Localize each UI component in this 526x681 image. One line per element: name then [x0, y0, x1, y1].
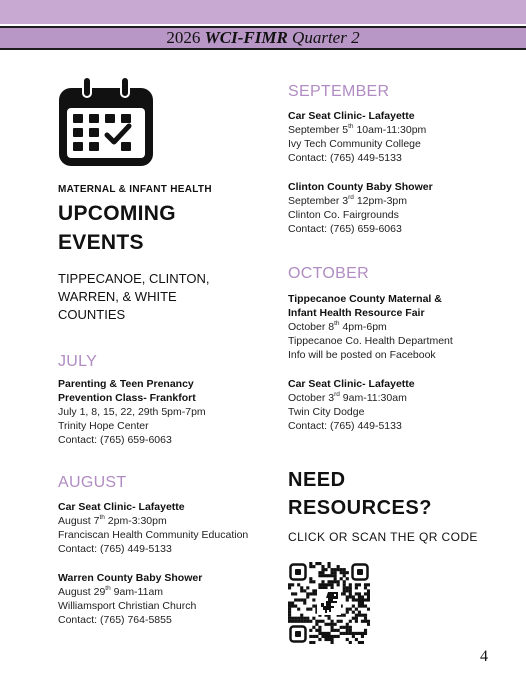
qr-module	[367, 589, 370, 592]
qr-module	[334, 577, 337, 580]
qr-module	[331, 629, 334, 632]
qr-module	[294, 605, 297, 608]
event-title: Car Seat Clinic- Lafayette	[58, 501, 185, 513]
dinosaur-icon	[317, 589, 341, 615]
event-note: Info will be posted on Facebook	[288, 349, 436, 361]
qr-module	[358, 611, 361, 614]
event-location: Twin City Dodge	[288, 406, 365, 418]
qr-module	[327, 562, 330, 565]
qr-module	[306, 620, 309, 623]
qr-module	[346, 623, 349, 626]
qr-module	[337, 620, 340, 623]
qr-module	[327, 635, 330, 638]
qr-module	[346, 598, 349, 601]
qr-module	[315, 562, 318, 565]
event-title: Car Seat Clinic- Lafayette	[288, 378, 415, 390]
qr-module	[327, 617, 330, 620]
qr-module	[352, 617, 355, 620]
event-contact: Contact: (765) 449-5133	[288, 420, 402, 432]
qr-module	[288, 617, 291, 620]
event-title: Warren County Baby Shower	[58, 572, 203, 584]
qr-module	[361, 641, 364, 644]
qr-module	[318, 574, 321, 577]
qr-module	[303, 617, 306, 620]
qr-module	[327, 574, 330, 577]
qr-module	[343, 574, 346, 577]
qr-module	[331, 574, 334, 577]
qr-module	[343, 626, 346, 629]
qr-module	[324, 638, 327, 641]
intro-kicker: MATERNAL & INFANT HEALTH	[58, 184, 212, 195]
qr-module	[309, 629, 312, 632]
qr-module	[331, 580, 334, 583]
counties-line-1: TIPPECANOE, CLINTON,	[58, 271, 210, 286]
qr-module	[297, 583, 300, 586]
qr-module	[318, 620, 321, 623]
qr-module	[324, 635, 327, 638]
counties-line-3: COUNTIES	[58, 307, 126, 322]
qr-module	[334, 623, 337, 626]
qr-module	[346, 626, 349, 629]
qr-module	[364, 586, 367, 589]
qr-module	[318, 586, 321, 589]
qr-module	[349, 592, 352, 595]
qr-module	[318, 629, 321, 632]
qr-module	[294, 617, 297, 620]
qr-module	[331, 571, 334, 574]
qr-module	[294, 598, 297, 601]
qr-module	[331, 635, 334, 638]
qr-module	[337, 629, 340, 632]
qr-module	[361, 614, 364, 617]
qr-module	[318, 562, 321, 565]
qr-module	[300, 598, 303, 601]
counties-list	[58, 270, 209, 324]
qr-module	[309, 635, 312, 638]
qr-module	[352, 598, 355, 601]
page-number: 4	[480, 648, 488, 665]
qr-module	[297, 608, 300, 611]
qr-module	[367, 583, 370, 586]
qr-module	[318, 638, 321, 641]
qr-module	[349, 595, 352, 598]
qr-module	[364, 583, 367, 586]
qr-module	[288, 608, 291, 611]
qr-module	[358, 632, 361, 635]
qr-module	[288, 620, 291, 623]
qr-module	[321, 568, 324, 571]
qr-module	[364, 598, 367, 601]
qr-module	[315, 635, 318, 638]
qr-module	[288, 583, 291, 586]
qr-module	[367, 592, 370, 595]
qr-module	[358, 595, 361, 598]
qr-module	[327, 638, 330, 641]
event-october-1	[288, 292, 453, 362]
qr-module	[321, 635, 324, 638]
qr-module	[337, 565, 340, 568]
qr-module	[340, 620, 343, 623]
qr-module	[340, 571, 343, 574]
event-date: September 3rd 12pm-3pm	[288, 193, 408, 207]
qr-module	[309, 577, 312, 580]
event-august-1	[58, 500, 248, 556]
qr-module	[321, 565, 324, 568]
header-banner	[0, 26, 526, 50]
qr-module	[349, 632, 352, 635]
qr-module	[346, 586, 349, 589]
qr-module	[349, 608, 352, 611]
qr-module	[358, 601, 361, 604]
qr-module	[340, 626, 343, 629]
qr-module	[324, 568, 327, 571]
qr-module	[343, 589, 346, 592]
event-title: Clinton County Baby Shower	[288, 181, 433, 193]
qr-module	[306, 586, 309, 589]
qr-module	[358, 598, 361, 601]
qr-module	[355, 586, 358, 589]
qr-module	[324, 574, 327, 577]
event-date: October 8th 4pm-6pm	[288, 319, 387, 333]
header-program: WCI-FIMR	[204, 28, 288, 47]
qr-module	[349, 620, 352, 623]
qr-module	[294, 620, 297, 623]
qr-module	[291, 620, 294, 623]
qr-module	[352, 605, 355, 608]
qr-module	[321, 586, 324, 589]
resources-line-1: NEED	[288, 469, 346, 491]
qr-module	[321, 583, 324, 586]
qr-module	[367, 598, 370, 601]
qr-module	[346, 595, 349, 598]
qr-module	[312, 641, 315, 644]
event-location: Williamsport Christian Church	[58, 600, 197, 612]
qr-module	[355, 614, 358, 617]
qr-module	[309, 620, 312, 623]
qr-module	[346, 608, 349, 611]
qr-module	[312, 626, 315, 629]
qr-module	[352, 635, 355, 638]
qr-module	[300, 589, 303, 592]
top-band	[0, 0, 526, 24]
qr-module	[288, 614, 291, 617]
qr-module	[309, 608, 312, 611]
qr-module	[349, 586, 352, 589]
qr-module	[361, 620, 364, 623]
qr-module	[318, 583, 321, 586]
qr-module	[306, 617, 309, 620]
qr-module	[331, 586, 334, 589]
qr-module	[324, 632, 327, 635]
qr-module	[327, 632, 330, 635]
resources-line-2: RESOURCES?	[288, 497, 432, 519]
qr-module	[291, 592, 294, 595]
event-july-1	[58, 377, 206, 447]
qr-module	[367, 623, 370, 626]
qr-module	[321, 571, 324, 574]
qr-module	[294, 592, 297, 595]
qr-module	[340, 632, 343, 635]
event-september-1	[288, 109, 426, 165]
qr-module	[291, 617, 294, 620]
qr-module	[358, 605, 361, 608]
qr-module	[312, 565, 315, 568]
qr-module	[343, 592, 346, 595]
qr-module	[334, 568, 337, 571]
qr-module	[331, 641, 334, 644]
qr-module	[309, 580, 312, 583]
qr-module	[324, 583, 327, 586]
qr-module	[327, 623, 330, 626]
qr-module	[358, 592, 361, 595]
qr-module	[364, 605, 367, 608]
qr-module	[367, 620, 370, 623]
headline-line-1: UPCOMING	[58, 202, 176, 225]
qr-module	[321, 580, 324, 583]
qr-module	[361, 605, 364, 608]
qr-module	[297, 620, 300, 623]
qr-module	[355, 617, 358, 620]
qr-module	[358, 641, 361, 644]
qr-module	[300, 620, 303, 623]
counties-line-2: WARREN, & WHITE	[58, 289, 177, 304]
qr-code[interactable]	[288, 562, 370, 644]
event-date: September 5th 10am-11:30pm	[288, 122, 427, 136]
qr-module	[364, 614, 367, 617]
qr-module	[300, 586, 303, 589]
qr-module	[327, 583, 330, 586]
event-location: Tippecanoe Co. Health Department	[288, 335, 453, 347]
qr-module	[346, 571, 349, 574]
qr-module	[343, 580, 346, 583]
qr-module	[315, 620, 318, 623]
qr-module	[355, 583, 358, 586]
qr-module	[361, 632, 364, 635]
qr-module	[312, 589, 315, 592]
qr-module	[355, 620, 358, 623]
qr-module	[334, 635, 337, 638]
header-year: 2026	[166, 28, 201, 47]
qr-module	[334, 574, 337, 577]
qr-module	[331, 638, 334, 641]
qr-module	[331, 568, 334, 571]
qr-module	[297, 617, 300, 620]
event-september-2	[288, 180, 433, 236]
qr-module	[364, 592, 367, 595]
qr-module	[303, 601, 306, 604]
event-date: October 3rd 9am-11:30am	[288, 390, 407, 404]
qr-module	[343, 632, 346, 635]
qr-module	[355, 632, 358, 635]
qr-module	[355, 608, 358, 611]
qr-module	[331, 620, 334, 623]
qr-module	[337, 568, 340, 571]
resources-heading	[288, 466, 432, 522]
qr-module	[312, 605, 315, 608]
qr-module	[346, 638, 349, 641]
qr-module	[352, 632, 355, 635]
qr-module	[324, 586, 327, 589]
qr-module	[355, 598, 358, 601]
qr-module	[309, 565, 312, 568]
event-contact: Contact: (765) 659-6063	[288, 223, 402, 235]
qr-module	[312, 598, 315, 601]
qr-module	[291, 605, 294, 608]
qr-module	[309, 641, 312, 644]
qr-cta[interactable]: CLICK OR SCAN THE QR CODE	[288, 530, 478, 544]
event-location: Franciscan Health Community Education	[58, 529, 249, 541]
qr-module	[303, 620, 306, 623]
qr-module	[352, 595, 355, 598]
event-title: Car Seat Clinic- Lafayette	[288, 110, 415, 122]
calendar-check-icon	[57, 76, 155, 168]
qr-module	[346, 589, 349, 592]
qr-module	[318, 632, 321, 635]
qr-module	[346, 577, 349, 580]
qr-module	[303, 598, 306, 601]
event-contact: Contact: (765) 659-6063	[58, 434, 172, 446]
qr-module	[312, 580, 315, 583]
qr-module	[306, 608, 309, 611]
qr-module	[361, 601, 364, 604]
event-date: August 7th 2pm-3:30pm	[58, 513, 167, 527]
qr-module	[349, 629, 352, 632]
qr-module	[349, 626, 352, 629]
qr-module	[327, 580, 330, 583]
qr-module	[303, 589, 306, 592]
page-title	[58, 199, 176, 257]
event-title: Tippecanoe County Maternal &	[288, 293, 442, 305]
event-location: Trinity Hope Center	[58, 420, 149, 432]
header-quarter: Quarter 2	[292, 28, 360, 47]
qr-module	[315, 629, 318, 632]
qr-module	[288, 611, 291, 614]
month-heading-july: JULY	[58, 353, 98, 370]
qr-module	[306, 592, 309, 595]
qr-module	[309, 562, 312, 565]
qr-module	[321, 632, 324, 635]
qr-module	[334, 571, 337, 574]
qr-module	[340, 577, 343, 580]
qr-module	[288, 601, 291, 604]
qr-module	[337, 635, 340, 638]
qr-module	[300, 617, 303, 620]
qr-module	[315, 623, 318, 626]
event-title: Infant Health Resource Fair	[288, 307, 425, 319]
event-contact: Contact: (765) 449-5133	[58, 543, 172, 555]
event-date: August 29th 9am-11am	[58, 584, 164, 598]
qr-module	[321, 574, 324, 577]
qr-module	[312, 617, 315, 620]
qr-module	[288, 605, 291, 608]
event-location: Ivy Tech Community College	[288, 138, 421, 150]
qr-module	[288, 586, 291, 589]
qr-module	[349, 583, 352, 586]
qr-module	[364, 617, 367, 620]
qr-module	[300, 614, 303, 617]
qr-module	[318, 626, 321, 629]
qr-module	[361, 598, 364, 601]
qr-module	[364, 632, 367, 635]
qr-module	[343, 614, 346, 617]
qr-module	[343, 568, 346, 571]
qr-module	[334, 580, 337, 583]
qr-module	[334, 629, 337, 632]
qr-module	[291, 601, 294, 604]
qr-module	[346, 632, 349, 635]
qr-module	[291, 583, 294, 586]
month-heading-august: AUGUST	[58, 474, 127, 491]
event-contact: Contact: (765) 764-5855	[58, 614, 172, 626]
event-august-2	[58, 571, 202, 627]
qr-module	[343, 586, 346, 589]
event-location: Clinton Co. Fairgrounds	[288, 209, 399, 221]
qr-module	[340, 568, 343, 571]
qr-module	[321, 620, 324, 623]
qr-module	[312, 592, 315, 595]
headline-line-2: EVENTS	[58, 231, 144, 254]
qr-module	[331, 626, 334, 629]
qr-module	[361, 635, 364, 638]
qr-module	[358, 614, 361, 617]
qr-module	[355, 638, 358, 641]
qr-module	[306, 595, 309, 598]
event-contact: Contact: (765) 449-5133	[288, 152, 402, 164]
qr-module	[312, 635, 315, 638]
qr-module	[343, 583, 346, 586]
qr-module	[337, 583, 340, 586]
qr-module	[367, 595, 370, 598]
qr-module	[343, 571, 346, 574]
qr-module	[318, 571, 321, 574]
qr-module	[367, 608, 370, 611]
month-heading-october: OCTOBER	[288, 265, 369, 282]
qr-module	[358, 583, 361, 586]
qr-module	[324, 623, 327, 626]
qr-module	[352, 611, 355, 614]
qr-module	[346, 611, 349, 614]
qr-module	[337, 580, 340, 583]
qr-module	[327, 565, 330, 568]
event-date: July 1, 8, 15, 22, 29th 5pm-7pm	[58, 406, 206, 418]
qr-module	[349, 641, 352, 644]
event-title: Parenting & Teen Prenancy	[58, 378, 194, 390]
qr-module	[349, 589, 352, 592]
qr-module	[331, 583, 334, 586]
qr-module	[309, 592, 312, 595]
month-heading-september: SEPTEMBER	[288, 83, 390, 100]
qr-module	[297, 598, 300, 601]
event-october-2	[288, 377, 415, 433]
qr-module	[364, 629, 367, 632]
qr-module	[346, 629, 349, 632]
qr-module	[355, 592, 358, 595]
event-title: Prevention Class- Frankfort	[58, 392, 196, 404]
qr-module	[361, 595, 364, 598]
qr-module	[364, 620, 367, 623]
qr-module	[331, 623, 334, 626]
